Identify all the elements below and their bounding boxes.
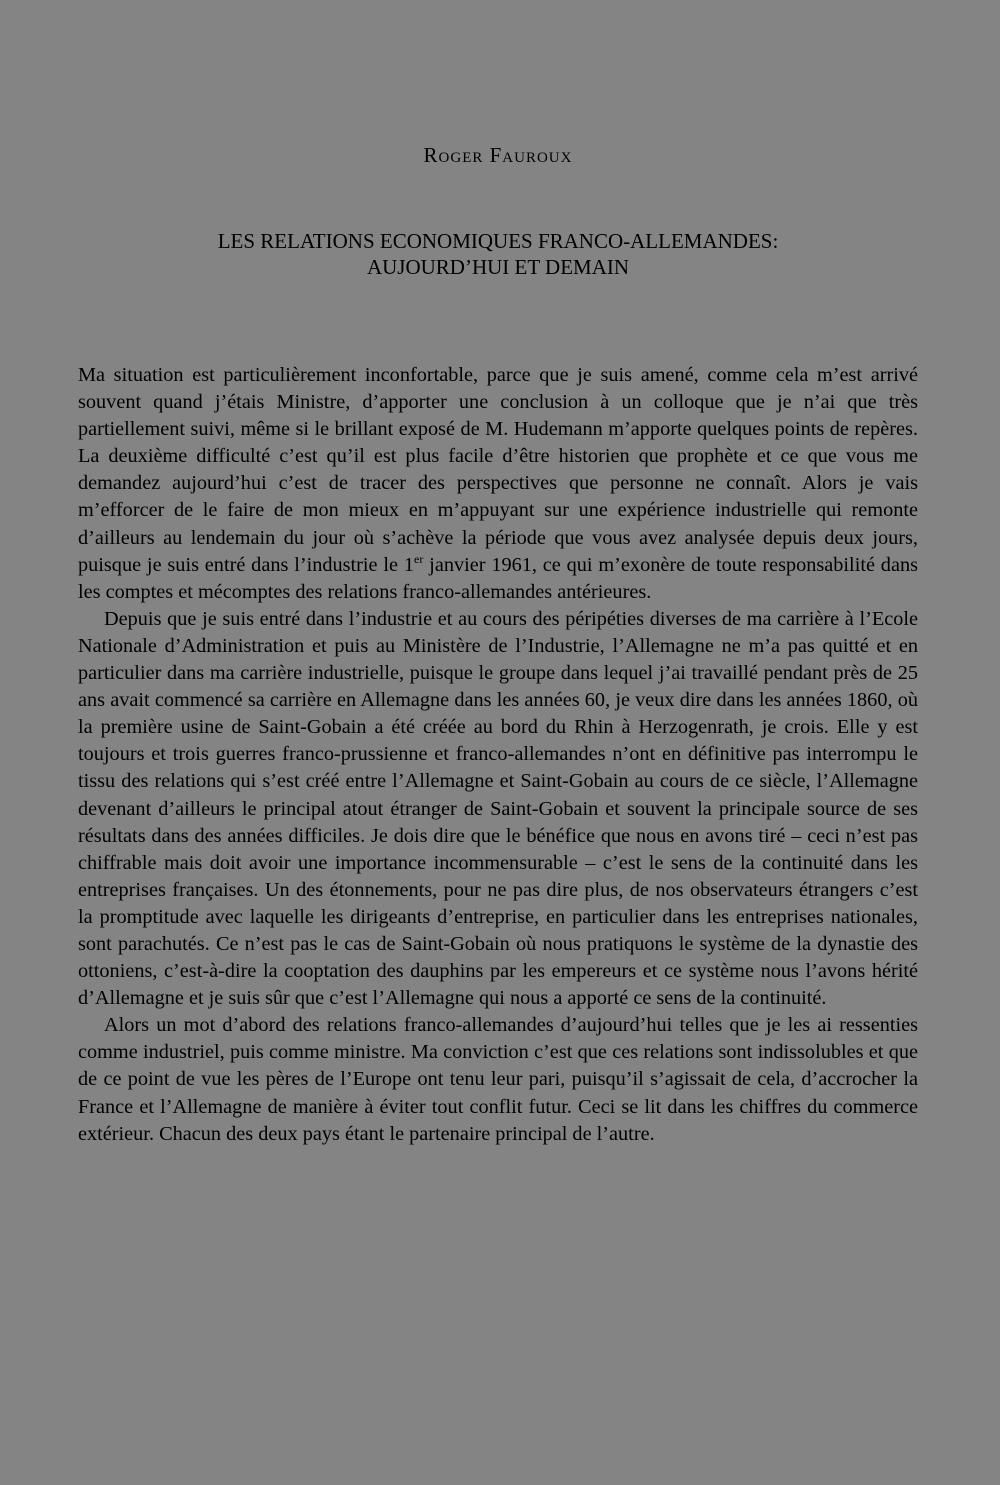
paragraph-3: Alors un mot d’abord des relations franco-allemandes d’aujourd’hui telles que je les ai ressenties comme industriel, puis comme ministre. Ma conviction c’est que ces relations sont indissolubles et que de ce point de vue les pères de l’Europe ont tenu leur pari, puisqu’il s’agissait de cela, d’accrocher la France et l’Allemagne de manière à éviter tout conflit futur. Ceci se lit dans les chiffres du commerce extérieur. Chacun des deux pays étant le partenaire principal de l’autre. (78, 1014, 918, 1145)
paragraph-1-text-b: janvier 1961, ce qui m’exonère de toute responsabilité dans les comptes et mécomptes des relations franco-allemandes antérieures. (78, 553, 918, 603)
ordinal-superscript: er (414, 551, 424, 566)
author-name: Roger Fauroux (423, 143, 573, 167)
document-page (78, 0, 918, 1485)
title-line-1: LES RELATIONS ECONOMIQUES FRANCO-ALLEMANDES: (217, 229, 779, 253)
article-body (78, 362, 918, 1148)
paragraph-1-text-a: Ma situation est particulièrement inconfortable, parce que je suis amené, comme cela m’est arrivé souvent quand j’étais Ministre, d’apporter une conclusion à un colloque que je n’ai que très partiellement suivi, même si le brillant exposé de M. Hudemann m’apporte quelques points de repères. La deuxième difficulté c’est qu’il est plus facile d’être historien que prophète et ce que vous me demandez aujourd’hui c’est de tracer des perspectives que personne ne connaît. Alors je vais m’efforcer de le faire de mon mieux en m’appuyant sur une expérience industrielle qui remonte d’ailleurs au lendemain du jour où s’achève la période que vous avez analysée depuis deux jours, puisque je suis entré dans l’industrie le 1 (78, 364, 918, 576)
paragraph-2: Depuis que je suis entré dans l’industrie et au cours des péripéties diverses de ma carrière à l’Ecole Nationale d’Administration et puis au Ministère de l’Industrie, l’Allemagne ne m’a pas quitté et en particulier dans ma carrière industrielle, puisque le groupe dans lequel j’ai travaillé pendant près de 25 ans avait commencé sa carrière en Allemagne dans les années 60, je veux dire dans les années 1860, où la première usine de Saint-Gobain a été créée au bord du Rhin à Herzogenrath, je crois. Elle y est toujours et trois guerres franco-prussienne et franco-allemandes n’ont en définitive pas interrompu le tissu des relations qui s’est créé entre l’Allemagne et Saint-Gobain au cours de ce siècle, l’Allemagne devenant d’ailleurs le principal atout étranger de Saint-Gobain et souvent la principale source de ses résultats dans des années difficiles. Je dois dire que le bénéfice que nous en avons tiré – ceci n’est pas chiffrable mais doit avoir une importance incommensurable – c’est le sens de la continuité dans les entreprises françaises. Un des étonnements, pour ne pas dire plus, de nos observateurs étrangers c’est la promptitude avec laquelle les dirigeants d’entreprise, en particulier dans les entreprises nationales, sont parachutés. Ce n’est pas le cas de Saint-Gobain où nous pratiquons le système de la dynastie des ottoniens, c’est-à-dire la cooptation des dauphins par les empereurs et ce système nous l’avons hérité d’Allemagne et je suis sûr que c’est l’Allemagne qui nous a apporté ce sens de la continuité. (78, 607, 918, 1010)
title-line-2: AUJOURD’HUI ET DEMAIN (366, 255, 630, 279)
article-title (78, 228, 918, 280)
paragraph-1 (78, 362, 918, 606)
